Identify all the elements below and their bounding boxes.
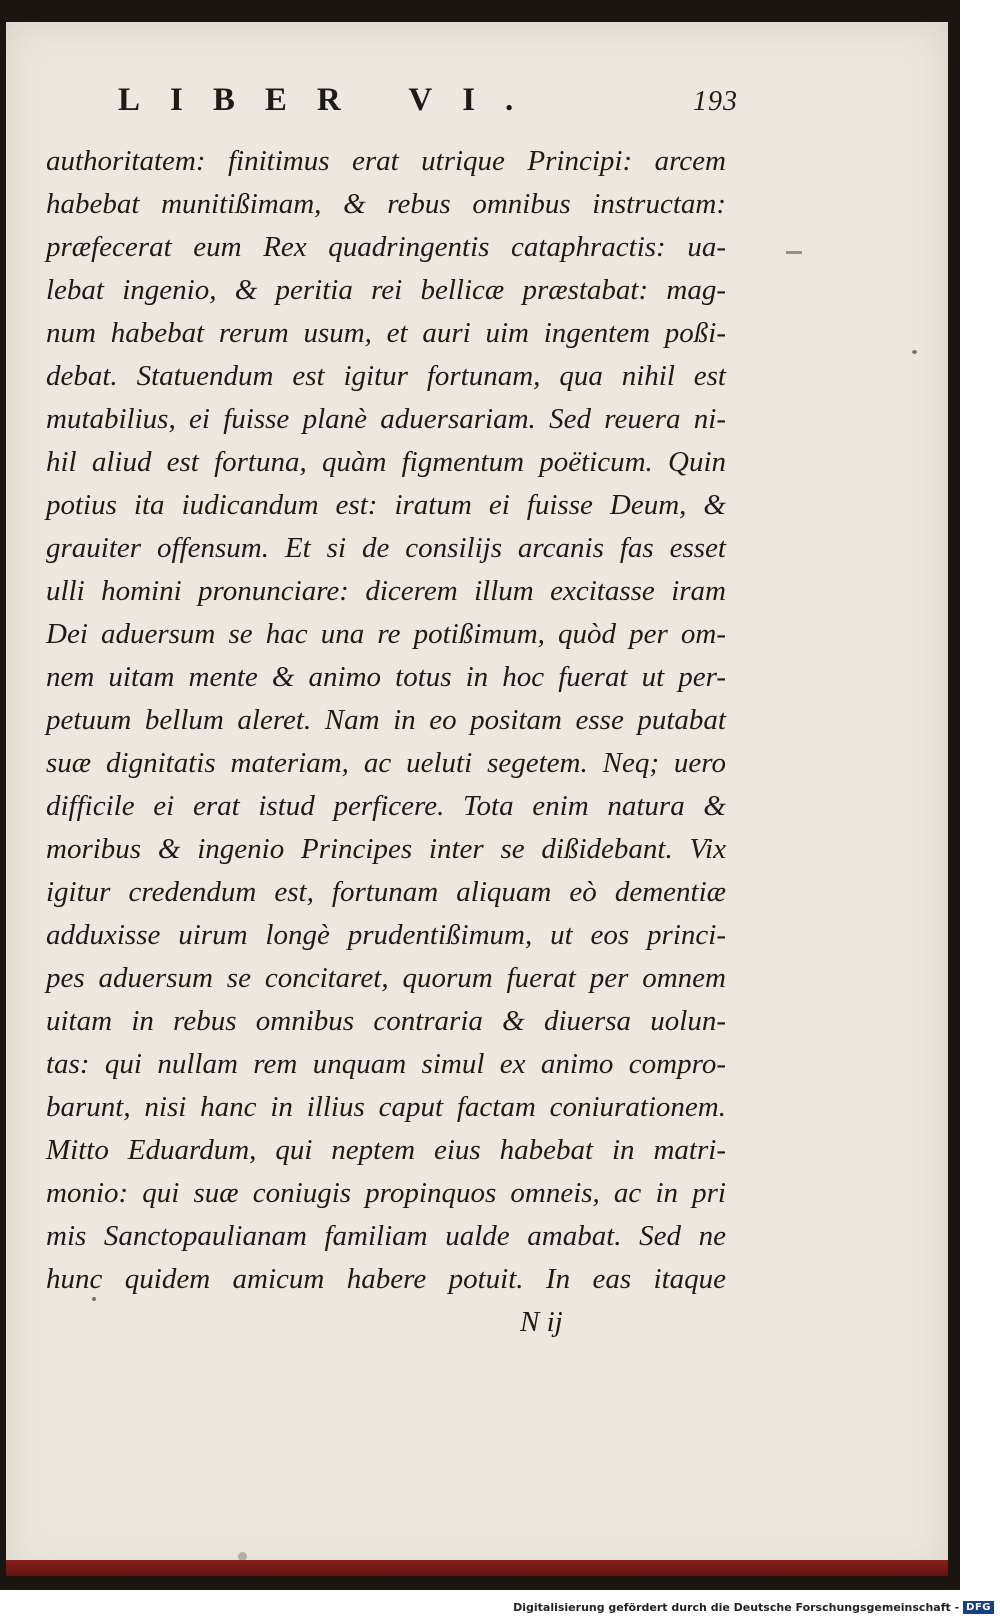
text-line: potius ita iudicandum est: iratum ei fuisse Deum, & (46, 489, 726, 521)
dfg-logo-icon: DFG (963, 1601, 994, 1614)
signature-mark: N ij (520, 1306, 563, 1338)
page-number: 193 (693, 86, 738, 117)
text-line: petuum bellum aleret. Nam in eo positam esse putabat (46, 704, 726, 736)
text-line: authoritatem: finitimus erat utrique Principi: arcem (46, 145, 726, 177)
text-line: grauiter offensum. Et si de consilijs arcanis fas esset (46, 532, 726, 564)
text-line: lebat ingenio, & peritia rei bellicæ præstabat: mag- (46, 274, 726, 306)
text-line: mutabilius, ei fuisse planè aduersariam. Sed reuera ni- (46, 403, 726, 435)
text-line: uitam in rebus omnibus contraria & diuersa uolun- (46, 1005, 726, 1037)
text-line: habebat munitißimam, & rebus omnibus instructam: (46, 188, 726, 220)
page-edge-stain (6, 1560, 948, 1576)
funding-credit: Digitalisierung gefördert durch die Deutsche Forschungsgemeinschaft - (513, 1601, 960, 1614)
body-text (46, 140, 726, 1301)
running-head (118, 82, 738, 126)
text-line: ulli homini pronunciare: dicerem illum excitasse iram (46, 575, 726, 607)
text-line: debat. Statuendum est igitur fortunam, qua nihil est (46, 360, 726, 392)
text-line: præfecerat eum Rex quadringentis cataphractis: ua- (46, 231, 726, 263)
text-line: mis Sanctopaulianam familiam ualde amabat. Sed ne (46, 1220, 726, 1252)
text-line: tas: qui nullam rem unquam simul ex animo compro- (46, 1048, 726, 1080)
text-line: pes aduersum se concitaret, quorum fuerat per omnem (46, 962, 726, 994)
text-line: moribus & ingenio Principes inter se dißidebant. Vix (46, 833, 726, 865)
text-line: igitur credendum est, fortunam aliquam eò dementiæ (46, 876, 726, 908)
text-line: suæ dignitatis materiam, ac ueluti segetem. Neq; uero (46, 747, 726, 779)
text-line: difficile ei erat istud perficere. Tota enim natura & (46, 790, 726, 822)
running-head-title: LIBER VI. (118, 82, 544, 118)
text-line: hunc quidem amicum habere potuit. In eas itaque (46, 1263, 726, 1295)
digitization-footer (0, 1596, 1000, 1619)
text-line: adduxisse uirum longè prudentißimum, ut eos princi- (46, 919, 726, 951)
text-line: nem uitam mente & animo totus in hoc fuerat ut per- (46, 661, 726, 693)
paper-speck (912, 350, 917, 354)
text-line: Dei aduersum se hac una re potißimum, quòd per om- (46, 618, 726, 650)
text-line: monio: qui suæ coniugis propinquos omneis, ac in pri (46, 1177, 726, 1209)
text-line: num habebat rerum usum, et auri uim ingentem poßi- (46, 317, 726, 349)
text-line: barunt, nisi hanc in illius caput factam coniurationem. (46, 1091, 726, 1123)
text-line: hil aliud est fortuna, quàm figmentum poëticum. Quin (46, 446, 726, 478)
text-line: Mitto Eduardum, qui neptem eius habebat in matri- (46, 1134, 726, 1166)
marginal-mark (786, 251, 802, 254)
